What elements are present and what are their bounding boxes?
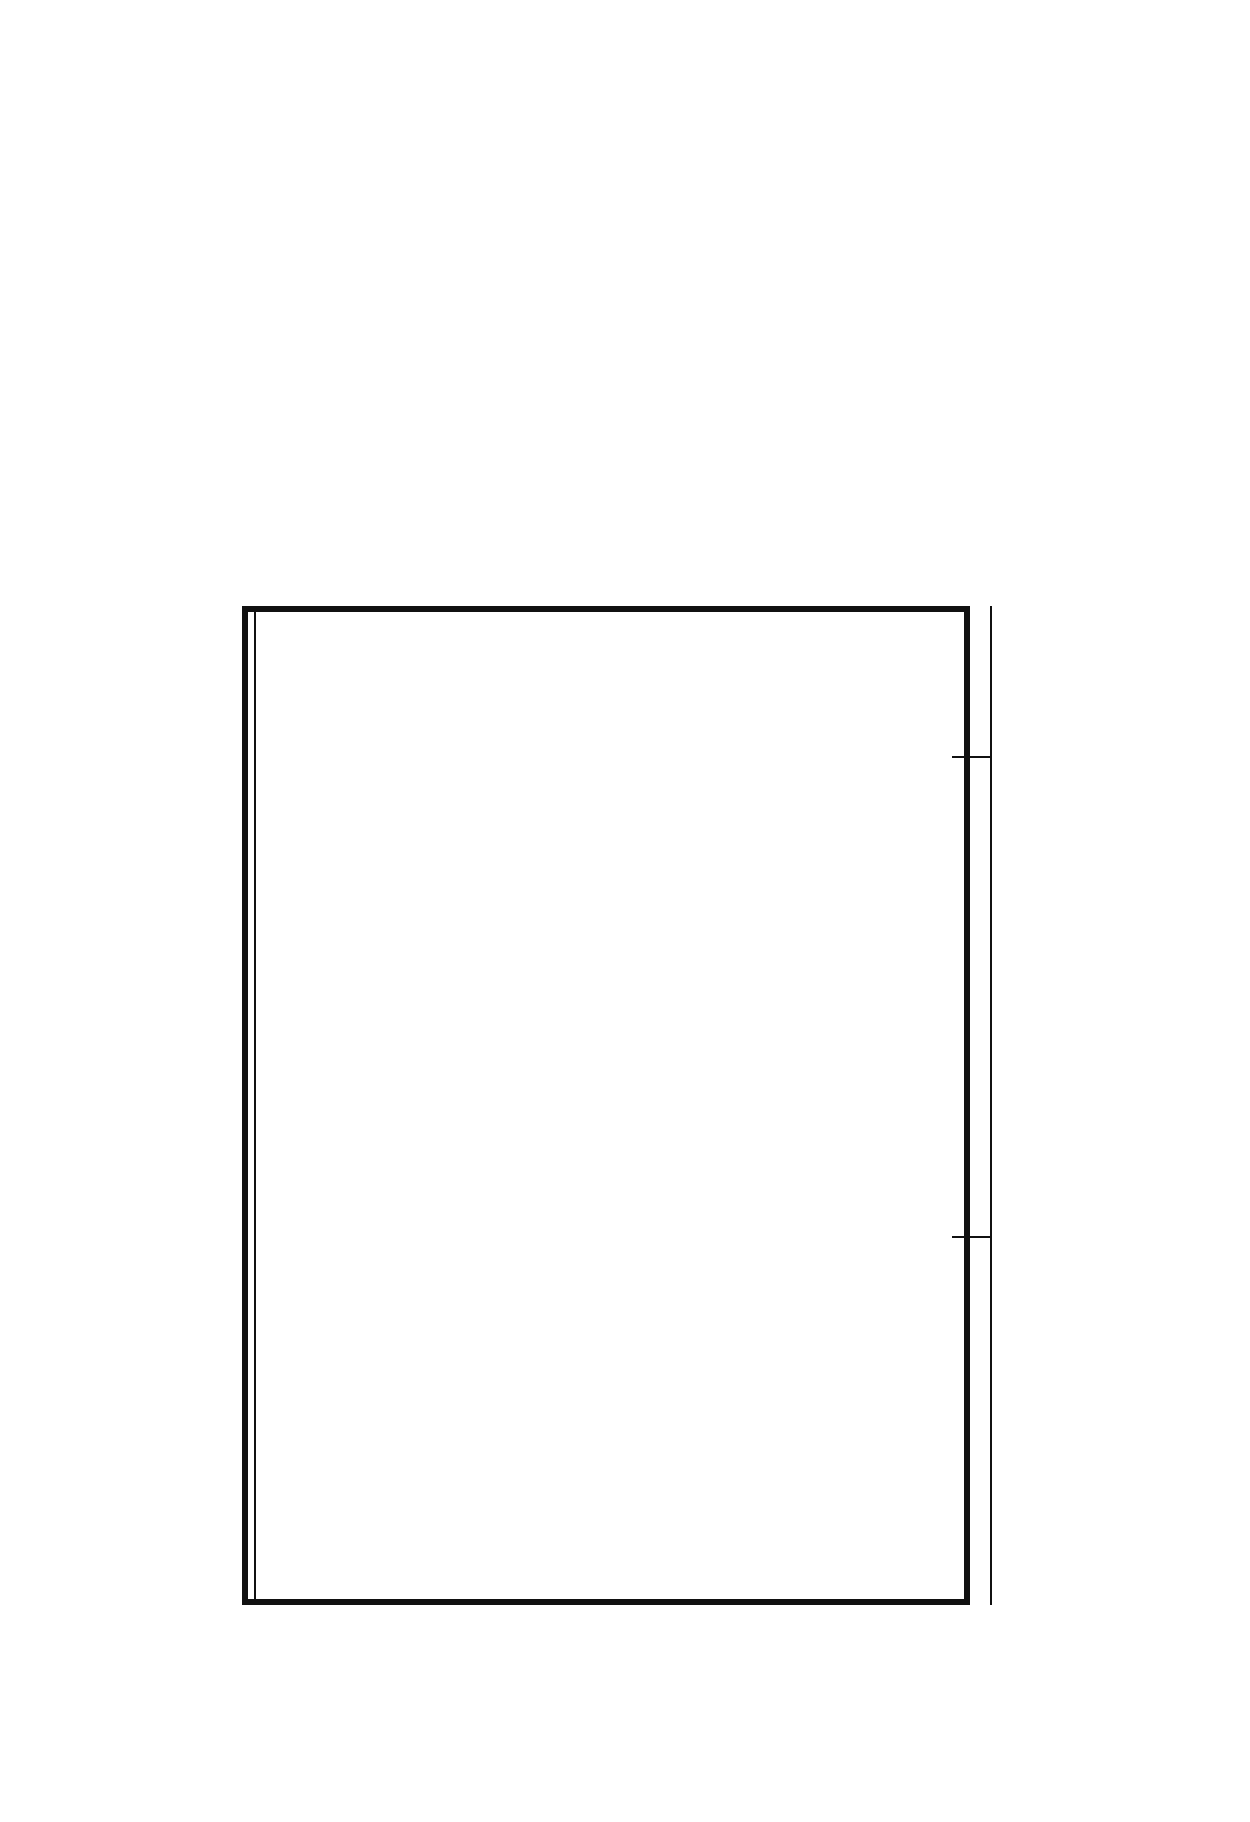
woodblock-frame [242,606,970,1605]
fold-margin-rule [952,1236,990,1238]
fold-margin [952,606,992,1605]
fold-margin-rule [952,756,990,758]
